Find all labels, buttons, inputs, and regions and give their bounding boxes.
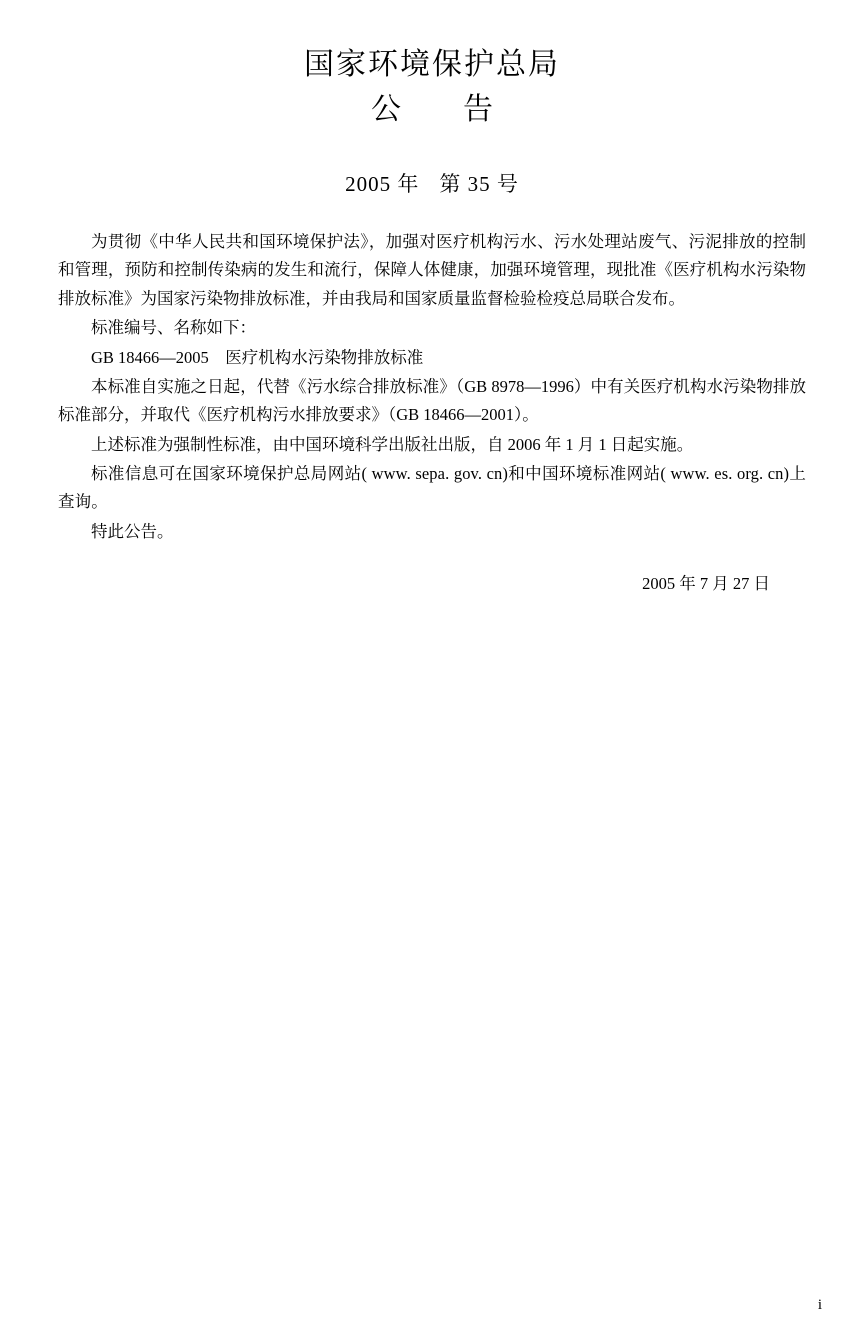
standard-code-line: GB 18466—2005 医疗机构水污染物排放标准	[91, 347, 424, 367]
body-paragraph-websites: 标准信息可在国家环境保护总局网站( www. sepa. gov. cn)和中国环境标准网站( www. es. org. cn)上查询。	[58, 464, 806, 512]
body-paragraph: 上述标准为强制性标准，由中国环境科学出版社出版，自 2006 年 1 月 1 日起实施。	[91, 434, 694, 454]
signature-date: 2005 年 7 月 27 日	[642, 574, 770, 594]
page-folio: i	[817, 1297, 822, 1313]
document-type-title	[58, 90, 806, 131]
body-paragraph: 本标准自实施之日起，代替《污水综合排放标准》（GB 8978—1996）中有关医疗机构水污染物排放标准部分，并取代《医疗机构污水排放要求》（GB 18466—2001）。	[58, 376, 806, 425]
document-issue: 第 35 号	[439, 172, 519, 196]
document-page	[0, 46, 864, 1344]
document-year: 2005 年	[345, 172, 420, 196]
document-header	[58, 46, 806, 130]
document-number	[58, 168, 806, 198]
agency-title: 国家环境保护总局	[304, 48, 560, 81]
body-paragraph: 标准编号、名称如下：	[91, 318, 256, 338]
body-paragraph: 特此公告。	[91, 521, 174, 541]
document-type-char-2: 告	[463, 92, 493, 126]
document-body	[58, 228, 806, 546]
document-type-char-1: 公	[371, 92, 401, 126]
body-paragraph: 为贯彻《中华人民共和国环境保护法》，加强对医疗机构污水、污水处理站废气、污泥排放的控制和管理，预防和控制传染病的发生和流行，保障人体健康，加强环境管理，现批准《医疗机构水污染物排放标准》为国家污染物排放标准，并由我局和国家质量监督检验检疫总局联合发布。	[58, 232, 806, 308]
